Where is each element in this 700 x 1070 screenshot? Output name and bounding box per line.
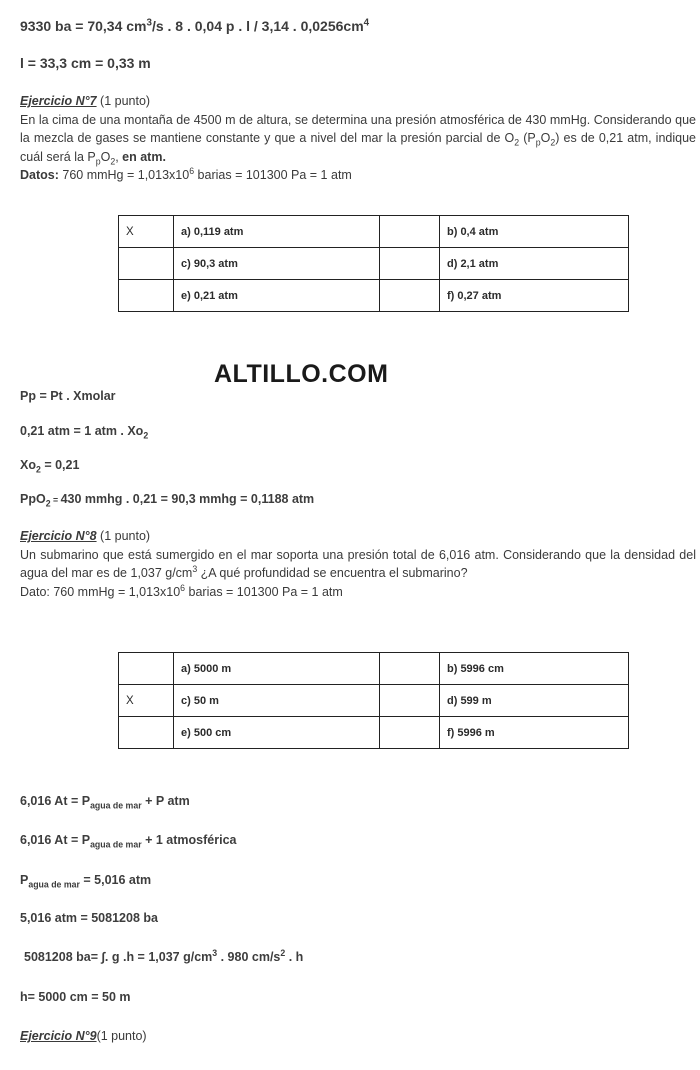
option-cell: a) 5000 m	[174, 653, 380, 685]
solution-8-line-1: 6,016 $At = P_{agua de mar} + P$ atm	[20, 794, 190, 811]
exercise-7-options-table	[118, 215, 629, 312]
equation-line-1: 9330 ba = 70,34 $cm^3/s$ . 8 . 0,04 p . l / 3,14 . $0,0256cm^4$	[20, 17, 370, 34]
solution-8-line-5: 5081208 ba= ∫. g .h = 1,037 $g/cm^3$ . 980 $cm/s^2$ . h	[24, 947, 304, 964]
table-row	[119, 248, 629, 280]
exercise-7-text: En la cima de una montaña de 4500 m de altura, se determina una presión atmosférica de 430 mmHg. Considerando que la mezcla de gases se mantiene constante y que a nivel del mar la presión parcial de $O_2$ $(P_pO_2)$ es de 0,21 atm, indique cuál será la $P_pO_2$, en atm.	[20, 112, 696, 166]
answer-mark	[380, 653, 440, 685]
answer-mark	[119, 248, 174, 280]
option-cell: c) 90,3 atm	[174, 248, 380, 280]
answer-mark: X	[119, 685, 174, 717]
exercise-8-options-table	[118, 652, 629, 749]
exercise-8: Ejercicio N°8 (1 punto) Un submarino que está sumergido en el mar soporta una presión total de 6,016 atm. Considerando que la densidad del agua del mar es de 1,037 $g/cm^3$ ¿A qué profundidad se encuentra el submarino? Dato: 760 mmHg = $1,013x10^6$ barias = 101300 Pa = 1 atm	[20, 527, 696, 601]
exercise-9: Ejercicio N°9(1 punto)	[20, 1029, 147, 1043]
exercise-7-datos: Datos: 760 mmHg = $1,013x10^6$ barias = 101300 Pa = 1 atm	[20, 165, 352, 182]
solution-7-line-4: PpO$_2$ = 430 mmhg . 0,21 = 90,3 mmhg = 0,1188 atm	[20, 492, 315, 509]
answer-mark: X	[119, 216, 174, 248]
option-cell: f) 0,27 atm	[440, 280, 629, 312]
table-row	[119, 280, 629, 312]
table-row	[119, 717, 629, 749]
solution-7-line-2: 0,21 atm = 1 atm . $Xo_2$	[20, 424, 149, 441]
watermark: ALTILLO.COM	[214, 360, 389, 388]
exercise-7: Ejercicio N°7 (1 punto) En la cima de una montaña de 4500 m de altura, se determina una presión atmosférica de 430 mmHg. Considerando que la mezcla de gases se mantiene constante y que a nivel del mar la presión parcial de $O_2$ $(P_pO_2)$ es de 0,21 atm, indique cuál será la $P_pO_2$, en atm. Datos: 760 mmHg = $1,013x10^6$ barias = 101300 Pa = 1 atm	[20, 92, 696, 185]
option-cell: b) 0,4 atm	[440, 216, 629, 248]
exercise-8-heading: Ejercicio N°8	[20, 529, 97, 543]
answer-mark	[119, 717, 174, 749]
exercise-8-dato: Dato: 760 mmHg = $1,013x10^6$ barias = 101300 Pa = 1 atm	[20, 582, 343, 599]
exercise-9-heading: Ejercicio N°9	[20, 1029, 97, 1043]
equation-line-2: l = 33,3 cm = 0,33 m	[20, 55, 151, 71]
answer-mark	[380, 685, 440, 717]
exercise-8-text: Un submarino que está sumergido en el mar soporta una presión total de 6,016 atm. Considerando que la densidad del agua del mar es de 1,037 $g/cm^3$ ¿A qué profundidad se encuentra el submarino?	[20, 547, 696, 580]
option-cell: c) 50 m	[174, 685, 380, 717]
solution-8-line-6: h= 5000 cm = 50 m	[20, 990, 131, 1004]
option-cell: b) 5996 cm	[440, 653, 629, 685]
table-row	[119, 216, 629, 248]
option-cell: d) 2,1 atm	[440, 248, 629, 280]
answer-mark	[380, 216, 440, 248]
table-row	[119, 685, 629, 717]
option-cell: a) 0,119 atm	[174, 216, 380, 248]
answer-mark	[119, 280, 174, 312]
solution-8-line-2: 6,016 $At = P_{agua de mar} + 1$ atmosférica	[20, 833, 237, 850]
option-cell: d) 599 m	[440, 685, 629, 717]
answer-mark	[380, 280, 440, 312]
solution-7-line-3: $Xo_2 = 0,21$	[20, 458, 80, 475]
answer-mark	[380, 248, 440, 280]
table-row	[119, 653, 629, 685]
option-cell: e) 0,21 atm	[174, 280, 380, 312]
solution-8-line-3: $P_{agua de mar} = 5,016$ atm	[20, 873, 152, 890]
option-cell: f) 5996 m	[440, 717, 629, 749]
answer-mark	[380, 717, 440, 749]
solution-8-line-4: 5,016 atm = 5081208 ba	[20, 911, 158, 925]
solution-7-line-1: Pp = Pt . Xmolar	[20, 389, 116, 403]
exercise-7-heading: Ejercicio N°7	[20, 94, 97, 108]
option-cell: e) 500 cm	[174, 717, 380, 749]
answer-mark	[119, 653, 174, 685]
